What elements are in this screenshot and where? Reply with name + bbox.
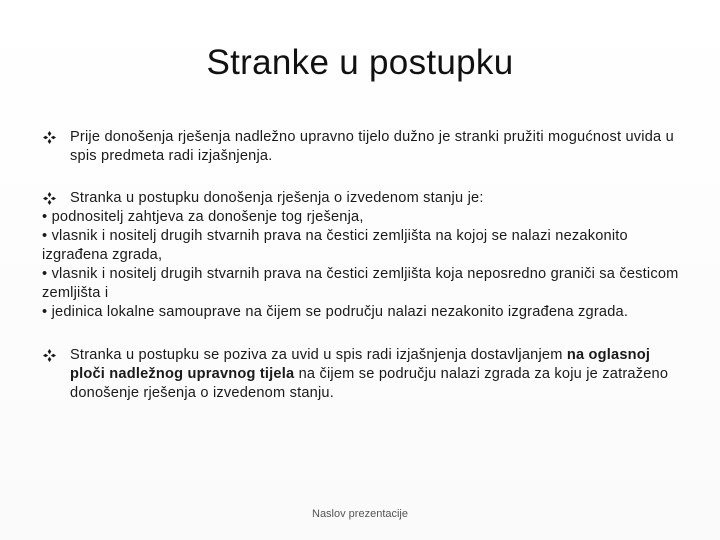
sub-bullet-2: • vlasnik i nositelj drugih stvarnih prava na čestici zemljišta na kojoj se nalazi nezakonito izgrađena zgrada, [42,228,628,263]
bullet-item-3-text-part1: Stranka u postupku se poziva za uvid u spis radi izjašnjenja dostavljanjem [70,347,567,363]
diamond-quad-bullet-icon [43,349,56,362]
sub-bullet-1: • podnositelj zahtjeva za donošenje tog rješenja, [42,209,364,225]
bullet-item-2 [42,189,682,322]
bullet-item-2-lead: Stranka u postupku donošenja rješenja o izvedenom stanju je: [70,190,484,206]
sub-bullet-3: • vlasnik i nositelj drugih stvarnih prava na čestici zemljišta koja neposredno graniči sa česticom zemljišta i [42,266,679,301]
bullet-item-1 [42,128,682,166]
slide-title: Stranke u postupku [206,43,514,82]
slide-content [42,128,682,403]
footer-text: Naslov prezentacije [312,508,408,520]
bullet-item-3-text-part3: na čijem se području nalazi zgrada za koju je zatraženo donošenje rješenja o izvedenom stanju. [70,366,669,401]
diamond-quad-bullet-icon [43,192,56,205]
bullet-item-3 [42,346,682,403]
bullet-item-1-text: Prije donošenja rješenja nadležno upravno tijelo dužno je stranki pružiti mogućnost uvida u spis predmeta radi izjašnjenja. [70,129,674,164]
sub-bullet-4: • jedinica lokalne samouprave na čijem se području nalazi nezakonito izgrađena zgrada. [42,304,629,320]
bullet-item-3-text-bold: na oglasnoj ploči nadležnog upravnog tijela [70,347,651,382]
bullet-item-2-lead-line [42,189,682,208]
diamond-quad-bullet-icon [43,131,56,144]
